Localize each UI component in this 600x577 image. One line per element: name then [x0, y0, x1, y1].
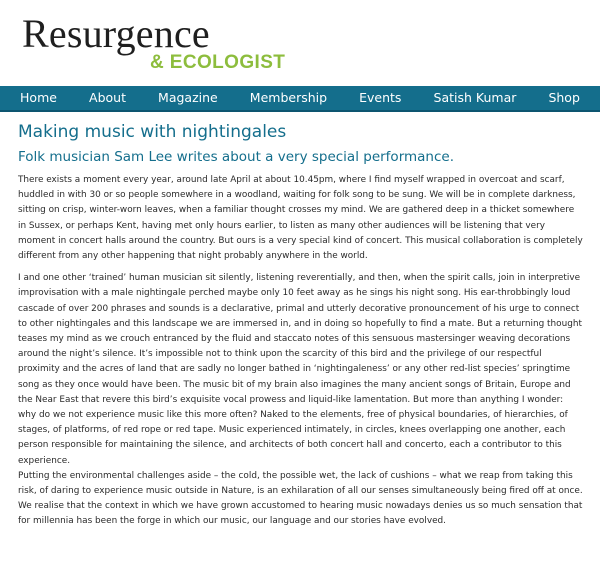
nav-list: [0, 86, 600, 110]
nav-item-shop[interactable]: Shop: [548, 90, 580, 105]
masthead: [22, 12, 322, 82]
nav-item-about[interactable]: About: [89, 90, 126, 105]
article-subtitle: Folk musician Sam Lee writes about a very special performance.: [18, 149, 455, 165]
article-paragraph-3: Putting the environmental challenges aside – the cold, the possible wet, the lack of cushions – what we reap from taking this risk, of daring to experience music outside in Nature, is an exhilaration of all our senses simultaneously being fired off at once. We realise that the context in which we have grown accustomed to hearing music nowadays denies us so much sensation that for millennia has been the forge in which our music, our language and our stories have evolved.: [18, 470, 583, 527]
nav-item-magazine[interactable]: Magazine: [158, 90, 218, 105]
article-title: Making music with nightingales: [18, 122, 287, 142]
article-paragraph-1: There exists a moment every year, around late April at about 10.45pm, where I find myself wrapped in overcoat and scarf, huddled in with 30 or so people somewhere in a woodland, waiting for folk song to be sung. We will be in complete darkness, sitting on crisp, winter-worn leaves, when a familiar thought crosses my mind. We are gathered deep in a thicket somewhere in Sussex, or perhaps Kent, having met only hours earlier, to listen as many other audiences will be listening that very moment in concert halls around the country. But ours is a very special kind of concert. This musical collaboration is completely different from any other happening that night probably anywhere in the world.: [18, 175, 583, 262]
logo-wordmark[interactable]: Resurgence: [22, 11, 210, 56]
nav-item-membership[interactable]: Membership: [249, 90, 328, 105]
article: [18, 120, 584, 530]
nav-item-satish-kumar[interactable]: Satish Kumar: [433, 90, 517, 105]
logo-subtitle[interactable]: & ECOLOGIST: [150, 52, 286, 73]
nav-item-events[interactable]: Events: [359, 90, 402, 105]
nav-item-home[interactable]: Home: [20, 90, 57, 105]
article-paragraph-2: I and one other ‘trained’ human musician sit silently, listening reverentially, and then, when the spirit calls, join in interpretive improvisation with a male nightingale perched maybe only 10 feet away as he sings his night song. His ear-throbbingly loud cascade of over 200 phrases and sounds is a declarative, primal and utterly decorative pronouncement of his urge to connect to other nightingales and this landscape we are immersed in, and in doing so hopefully to find a mate. But a returning thought teases my mind as we crouch entranced by the fluid and staccato notes of this sensuous mastersinger weaving decorations around the night’s silence. It’s impossible not to think upon the scarcity of this bird and the privilege of our respectful proximity and the acres of land that are sadly no longer bathed in ‘nightingaleness’ or any other red-list species’ springtime song as they once would have been. The music bit of my brain also imagines the many ancient songs of Britain, Europe and the Near East that revere this bird’s exquisite vocal prowess and liquid-like lamentation. But more than anything I wonder: why do we not experience music like this more often? Naked to the elements, free of physical boundaries, of hierarchies, of stages, of platforms, of red rope or red tape. Music experienced intimately, in circles, knees overlapping one another, each person responsible for maintaining the silence, and architects of both concert hall and concerto, each a contributor to this experience.: [18, 273, 582, 466]
main-navigation: [0, 86, 600, 112]
